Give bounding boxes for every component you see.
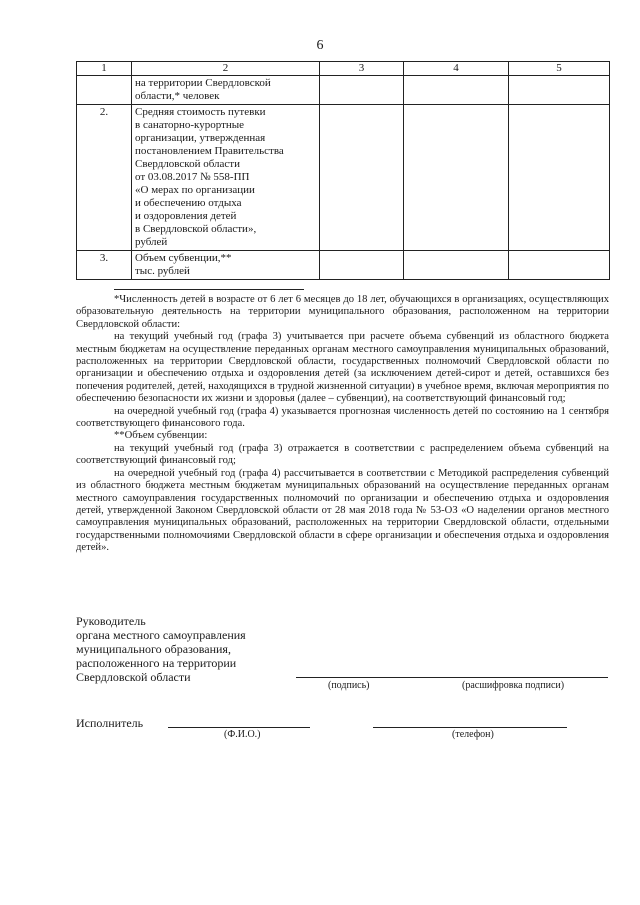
row-number bbox=[77, 76, 132, 105]
row-label bbox=[132, 76, 320, 105]
page-number: 6 bbox=[316, 38, 324, 53]
signatory-title-line: Руководитель bbox=[76, 614, 146, 628]
table-cell-col5 bbox=[509, 76, 610, 105]
row-label-line: в Свердловской области», bbox=[135, 223, 257, 235]
table-cell-col4 bbox=[404, 76, 509, 105]
row-label-line: от 03.08.2017 № 558-ПП bbox=[135, 171, 250, 183]
column-header: 2 bbox=[132, 62, 320, 76]
row-label bbox=[132, 251, 320, 280]
table-cell-col4 bbox=[404, 251, 509, 280]
row-label-line: рублей bbox=[135, 236, 168, 248]
row-label-line: и оздоровления детей bbox=[135, 210, 237, 222]
executor-label: Исполнитель bbox=[76, 716, 144, 730]
phone-line bbox=[373, 727, 567, 728]
signatory-title-line: расположенного на территории bbox=[76, 656, 237, 670]
column-header: 1 bbox=[77, 62, 132, 76]
footnote-paragraph: на очередной учебный год (графа 4) указывается прогнозная численность детей по состоянию на 1 сентября соответствующего финансового года. bbox=[76, 405, 609, 430]
signatory-title-line: Свердловской области bbox=[76, 670, 191, 684]
table-cell-col5 bbox=[509, 105, 610, 251]
table-row bbox=[77, 76, 610, 105]
data-table bbox=[76, 61, 610, 280]
column-header: 5 bbox=[509, 62, 610, 76]
table-cell-col3 bbox=[320, 251, 404, 280]
fio-caption: (Ф.И.О.) bbox=[224, 729, 261, 740]
signatory-title bbox=[76, 614, 246, 684]
row-label-line: Свердловской области bbox=[135, 158, 240, 170]
row-label-line: «О мерах по организации bbox=[135, 184, 255, 196]
column-header: 3 bbox=[320, 62, 404, 76]
row-label-line: Средняя стоимость путевки bbox=[135, 106, 266, 118]
signature-line bbox=[296, 677, 608, 678]
fio-line bbox=[168, 727, 310, 728]
row-label-line: организации, утвержденная bbox=[135, 132, 266, 144]
table-cell-col3 bbox=[320, 76, 404, 105]
footnote-paragraph: *Численность детей в возрасте от 6 лет 6 месяцев до 18 лет, обучающихся в организациях, осуществляющих образовательную деятельность на территории муниципального образования, расположенном на территории Свердловской области: bbox=[76, 294, 609, 330]
table-header-row bbox=[77, 62, 610, 76]
row-number: 3. bbox=[77, 251, 132, 280]
row-label-line: в санаторно-курортные bbox=[135, 119, 245, 131]
signatory-title-line: органа местного самоуправления bbox=[76, 628, 246, 642]
footnote-paragraph: на очередной учебный год (графа 4) рассчитывается в соответствии с Методикой распределения субвенций из областного бюджета местным бюджетам муниципальных образований на осуществление переданных органам местного самоуправления государственных полномочий по организации и обеспечению отдыха и оздоровления детей, утвержденной Законом Свердловской области от 28 мая 2018 года № 53-ОЗ «О наделении органов местного самоуправления муниципальных образований, расположенных на территории Свердловской области, отдельными государственными полномочиями Свердловской области в сфере организации и обеспечения отдыха и оздоровления детей». bbox=[76, 467, 609, 554]
footnote-paragraph: **Объем субвенции: bbox=[114, 430, 208, 442]
column-header: 4 bbox=[404, 62, 509, 76]
table-row bbox=[77, 251, 610, 280]
row-label-line: на территории Свердловской bbox=[135, 77, 271, 89]
signature-caption: (подпись) bbox=[328, 680, 370, 691]
decoding-caption: (расшифровка подписи) bbox=[462, 680, 565, 691]
table-cell-col4 bbox=[404, 105, 509, 251]
phone-caption: (телефон) bbox=[452, 729, 494, 740]
row-label-line: постановлением Правительства bbox=[135, 145, 284, 157]
row-label bbox=[132, 105, 320, 251]
row-number: 2. bbox=[77, 105, 132, 251]
row-label-line: и обеспечению отдыха bbox=[135, 197, 242, 209]
signatory-title-line: муниципального образования, bbox=[76, 642, 231, 656]
table-cell-col3 bbox=[320, 105, 404, 251]
table-row bbox=[77, 105, 610, 251]
row-label-line: тыс. рублей bbox=[135, 265, 190, 277]
footnote-divider bbox=[114, 289, 304, 290]
row-label-line: области,* человек bbox=[135, 90, 220, 102]
row-label-line: Объем субвенции,** bbox=[135, 252, 232, 264]
footnote-paragraph: на текущий учебный год (графа 3) отражается в соответствии с распределением объема субвенций на соответствующий финансовый год; bbox=[76, 442, 609, 467]
footnotes bbox=[76, 289, 609, 555]
footnote-paragraph: на текущий учебный год (графа 3) учитывается при расчете объема субвенций из областного бюджета местным бюджетам на осуществление переданных органам местного самоуправления муниципальных образований, расположенных на территории Свердловской области, государственных полномочий Свердловской области по организации и обеспечению отдыха и оздоровления детей (за исключением детей-сирот и детей, оставшихся без попечения родителей, детей, находящихся в трудной жизненной ситуации) в учебное время, включая мероприятия по обеспечению безопасности их жизни и здоровья (далее – субвенции), на соответствующий финансовый год; bbox=[76, 331, 609, 405]
table-cell-col5 bbox=[509, 251, 610, 280]
